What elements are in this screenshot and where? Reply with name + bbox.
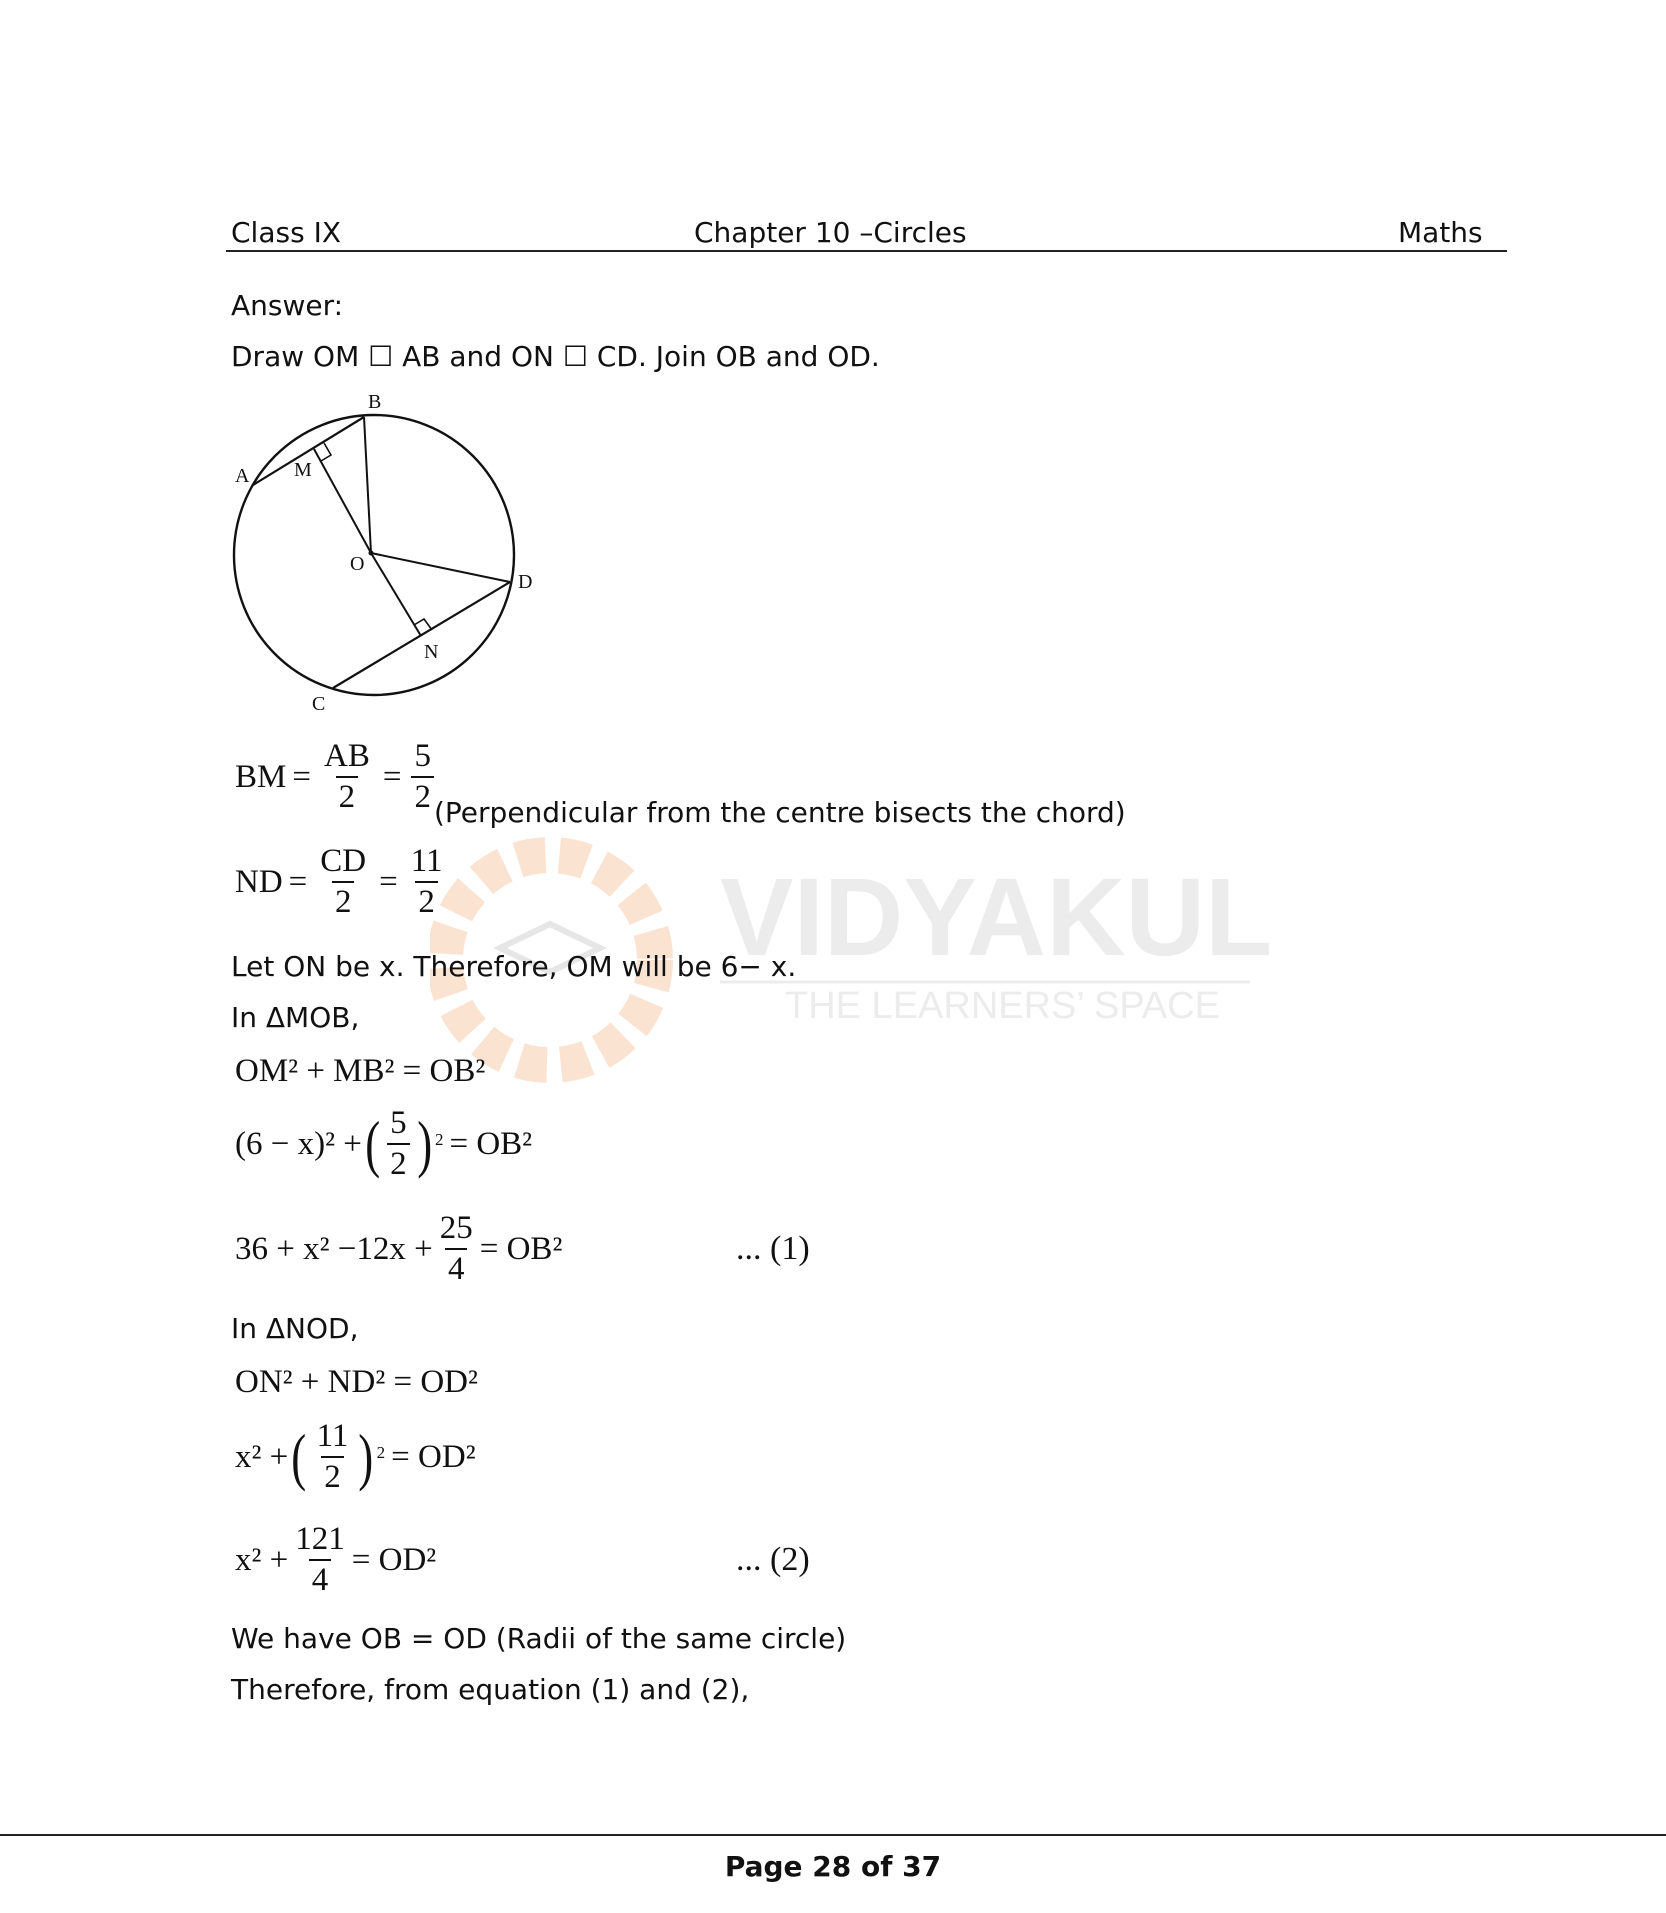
ob-od-text: We have OB = OD (Radii of the same circle): [231, 1622, 847, 1655]
circle-diagram: [228, 385, 548, 715]
footer-rule: [0, 1834, 1666, 1836]
header-subject: Maths: [1398, 216, 1483, 249]
watermark-tagline: THE LEARNERS’ SPACE: [785, 985, 1220, 1027]
header-class: Class IX: [231, 216, 342, 249]
bm-den2: 2: [411, 776, 434, 814]
equation-nod-1: ON² + ND² = OD²: [235, 1364, 478, 1400]
bm-lhs: BM: [235, 758, 287, 795]
bm-reason: (Perpendicular from the centre bisects the chord): [434, 796, 1126, 829]
bm-num2: 5: [414, 738, 431, 774]
nod3-lhs: x² +: [235, 1541, 289, 1578]
label-m: M: [294, 459, 312, 481]
label-o: O: [350, 553, 365, 575]
nd-lhs: ND: [235, 863, 283, 900]
label-b: B: [368, 391, 382, 413]
equation-nd: ND = $\frac{CD}{2}$ = $\frac{11}{2}$: [235, 845, 450, 919]
bm-num1: AB: [323, 738, 370, 774]
nod2-den: 2: [321, 1456, 344, 1494]
header-rule: [226, 250, 1507, 252]
label-a: A: [235, 465, 250, 487]
page-number: Page 28 of 37: [724, 1850, 942, 1883]
therefore-text: Therefore, from equation (1) and (2),: [231, 1673, 750, 1706]
nod3-rhs: = OD²: [351, 1541, 437, 1578]
in-mob-label: In ΔMOB,: [231, 1001, 360, 1034]
equation-mob-1: OM² + MB² = OB²: [235, 1053, 486, 1089]
nd-num1: CD: [320, 843, 367, 879]
nod2-base: x² +: [235, 1438, 289, 1475]
construction-text: Draw OM ☐ AB and ON ☐ CD. Join OB and OD.: [231, 340, 880, 373]
segment-om: [314, 449, 371, 553]
label-n: N: [424, 641, 439, 663]
equation-nod-2: x² + ( $\frac{11}{2}$ ) $^2$ = OD²: [235, 1418, 476, 1495]
nd-num2: 11: [410, 843, 443, 879]
segment-od: [371, 553, 510, 582]
mob2-den: 2: [387, 1143, 410, 1181]
segment-on: [371, 553, 421, 636]
nod2-rhs: = OD²: [391, 1438, 476, 1475]
answer-label: Answer:: [231, 289, 344, 322]
mob2-num: 5: [390, 1105, 407, 1141]
in-nod-label: In ΔNOD,: [231, 1312, 359, 1345]
nod3-den: 4: [309, 1559, 332, 1597]
equation-bm: BM = $\frac{AB}{2}$ = $\frac{5}{2}$: [235, 740, 438, 814]
label-c: C: [312, 693, 326, 715]
circle: [234, 415, 514, 695]
mob2-base: (6 − x)² +: [235, 1125, 362, 1162]
centre-point: [369, 551, 374, 556]
nd-den1: 2: [332, 881, 355, 919]
equation-mob-2: (6 − x)² + ( $\frac{5}{2}$ ) $^2$ = OB²: [235, 1105, 533, 1182]
watermark-name: VIDYAKUL: [720, 856, 1270, 979]
bm-den1: 2: [336, 776, 359, 814]
mob3-lhs: 36 + x² −12x +: [235, 1230, 433, 1267]
segment-ob: [364, 417, 371, 553]
mob3-den: 4: [445, 1248, 468, 1286]
equation-tag-1: ... (1): [736, 1230, 810, 1267]
mob3-num: 25: [439, 1210, 473, 1246]
let-on-text: Let ON be x. Therefore, OM will be 6− x.: [231, 950, 797, 983]
nod2-num: 11: [316, 1418, 349, 1454]
mob2-rhs: = OB²: [449, 1125, 533, 1162]
nd-den2: 2: [415, 881, 438, 919]
equation-mob-3: [235, 1212, 562, 1286]
header-chapter: Chapter 10 –Circles: [694, 216, 967, 249]
right-angle-m: [321, 443, 331, 461]
mob3-rhs: = OB²: [479, 1230, 563, 1267]
equation-tag-2: ... (2): [736, 1541, 810, 1578]
equation-nod-3: [235, 1523, 436, 1597]
nod3-num: 121: [295, 1521, 345, 1557]
label-d: D: [518, 571, 533, 593]
